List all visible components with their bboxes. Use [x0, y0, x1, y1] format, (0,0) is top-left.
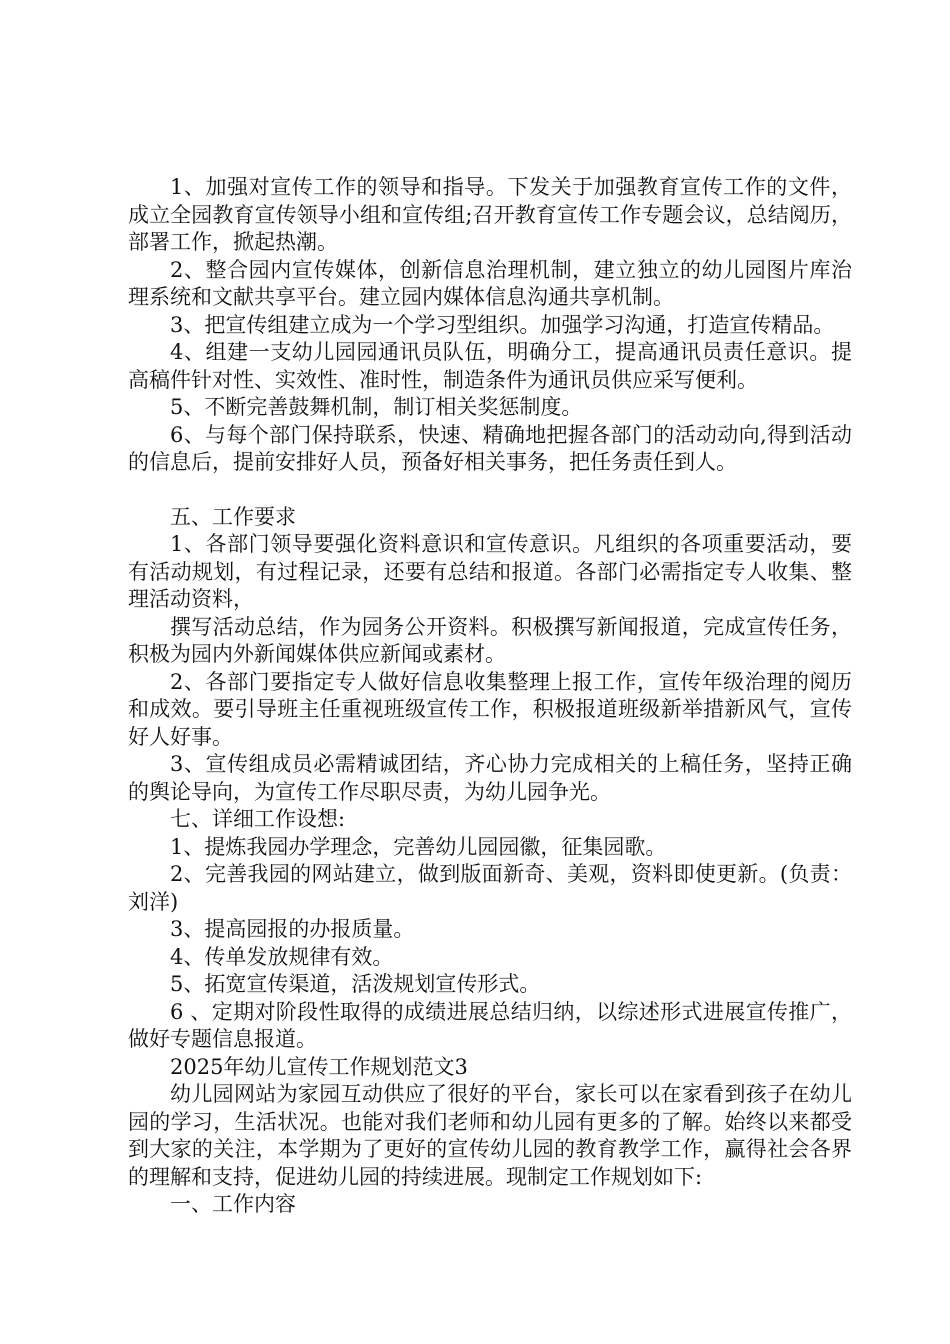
paragraph-7: 1、各部门领导要强化资料意识和宣传意识。凡组织的各项重要活动，要有活动规划，有过程记录，还要有总结和报道。各部门必需指定专人收集、整理活动资料， — [128, 532, 852, 611]
paragraph-10: 3、宣传组成员必需精诚团结，齐心协力完成相关的上稿任务，坚持正确的舆论导向，为宣传工作尽职尽责，为幼儿园争光。 — [128, 752, 852, 804]
paragraph-8: 撰写活动总结，作为园务公开资料。积极撰写新闻报道，完成宣传任务，积极为园内外新闻媒体供应新闻或素材。 — [128, 614, 852, 666]
section-heading-requirements: 五、工作要求 — [170, 504, 296, 529]
section-heading-plans: 七、详细工作设想: — [170, 807, 346, 831]
paragraph-5: 5、不断完善鼓舞机制，制订相关奖惩制度。 — [170, 395, 583, 419]
paragraph-4: 4、组建一支幼儿园园通讯员队伍，明确分工，提高通讯员责任意识。提高稿件针对性、实效性、准时性，制造条件为通讯员供应采写便利。 — [128, 340, 852, 392]
paragraph-2: 2、整合园内宣传媒体，创新信息治理机制，建立独立的幼儿园图片库治理系统和文献共享平台。建立园内媒体信息沟通共享机制。 — [128, 257, 852, 309]
paragraph-17: 幼儿园网站为家园互动供应了很好的平台，家长可以在家看到孩子在幼儿园的学习，生活状况。也能对我们老师和幼儿园有更多的了解。始终以来都受到大家的关注，本学期为了更好的宣传幼儿园的教育教学工作，赢得社会各界的理解和支持，促进幼儿园的持续进展。现制定工作规划如下: — [128, 1082, 852, 1189]
paragraph-9: 2、各部门要指定专人做好信息收集整理上报工作，宣传年级治理的阅历和成效。要引导班主任重视班级宣传工作，积极报道班级新举措新风气，宣传好人好事。 — [128, 669, 852, 749]
paragraph-11: 1、提炼我园办学理念，完善幼儿园园徽，征集园歌。 — [170, 834, 667, 859]
paragraph-13: 3、提高园报的办报质量。 — [170, 917, 415, 941]
paragraph-14: 4、传单发放规律有效。 — [170, 944, 394, 969]
blank-line — [128, 477, 852, 504]
section-heading-content: 一、工作内容 — [170, 1192, 296, 1216]
document-page — [128, 174, 852, 1219]
paragraph-12: 2、完善我园的网站建立，做到版面新奇、美观，资料即使更新。(负责：刘洋) — [128, 862, 852, 914]
document-title: 2025年幼儿宣传工作规划范文3 — [170, 1054, 468, 1079]
paragraph-1: 1、加强对宣传工作的领导和指导。下发关于加强教育宣传工作的文件，成立全园教育宣传领导小组和宣传组;召开教育宣传工作专题会议，总结阅历，部署工作，掀起热潮。 — [128, 175, 852, 254]
paragraph-16: 6 、定期对阶段性取得的成绩进展总结归纳，以综述形式进展宣传推广，做好专题信息报道。 — [128, 999, 852, 1051]
paragraph-6: 6、与每个部门保持联系，快速、精确地把握各部门的活动动向,得到活动的信息后，提前安排好人员，预备好相关事务，把任务责任到人。 — [128, 422, 852, 474]
paragraph-15: 5、拓宽宣传渠道，活泼规划宣传形式。 — [170, 972, 541, 996]
paragraph-3: 3、把宣传组建立成为一个学习型组织。加强学习沟通，打造宣传精品。 — [170, 312, 835, 337]
